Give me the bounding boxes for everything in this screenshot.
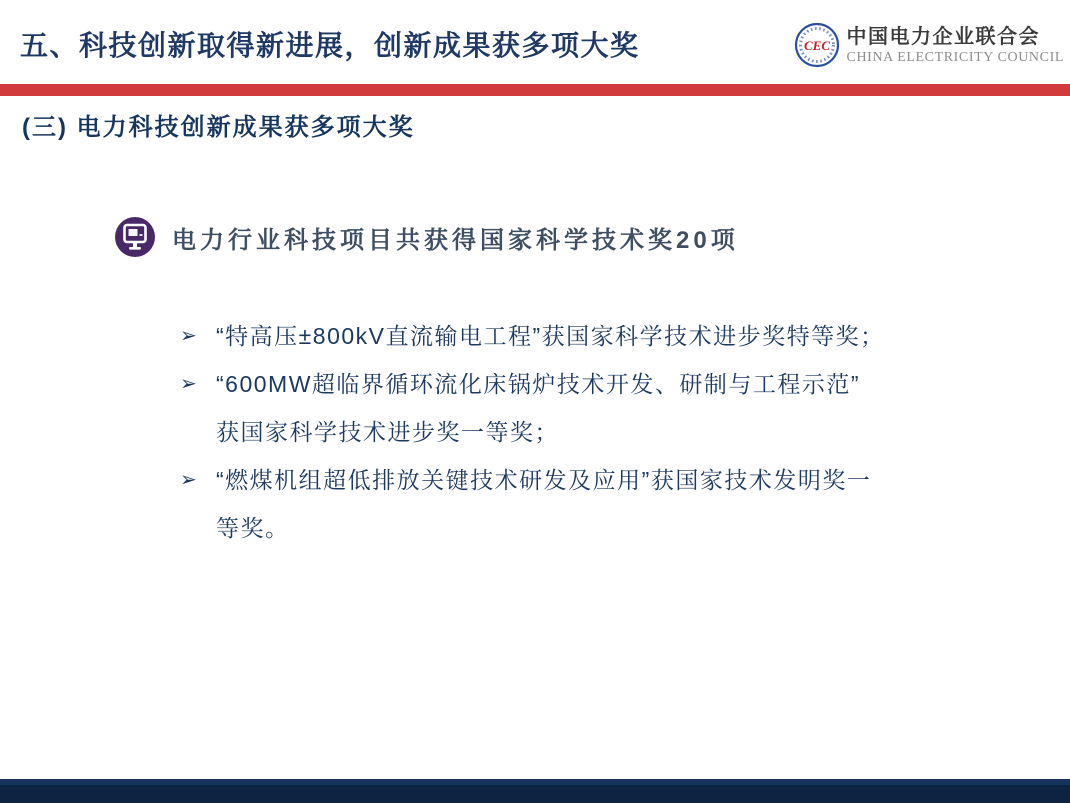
bullet-text xyxy=(216,312,1010,360)
arrow-bullet-icon: ➢ xyxy=(180,469,197,491)
arrow-bullet-icon: ➢ xyxy=(180,325,197,347)
list-item xyxy=(180,456,1010,552)
computer-monitor-glyph xyxy=(115,217,155,257)
bullet-text-line: “燃煤机组超低排放关键技术研发及应用”获国家技术发明奖一 xyxy=(216,467,872,493)
bullet-text-line: “600MW超临界循环流化床锅炉技术开发、研制与工程示范” xyxy=(216,371,861,397)
red-divider-bar xyxy=(0,84,1070,96)
org-name-cn: 中国电力企业联合会 xyxy=(846,25,1041,48)
org-name-en: CHINA ELECTRICITY COUNCIL xyxy=(846,49,1064,65)
list-item xyxy=(180,312,1010,360)
callout-heading: 电力行业科技项目共获得国家科学技术奖20项 xyxy=(172,226,739,254)
svg-text:CEC: CEC xyxy=(803,38,830,53)
page-title: 五、科技创新取得新进展，创新成果获多项大奖 xyxy=(20,30,640,61)
bullet-list xyxy=(180,312,1010,552)
cec-emblem-icon xyxy=(794,22,840,68)
computer-monitor-icon xyxy=(115,217,155,257)
arrow-bullet-icon: ➢ xyxy=(180,373,197,395)
callout xyxy=(115,217,739,257)
footer-bar xyxy=(0,779,1070,803)
org-logo-text xyxy=(847,25,1064,66)
list-item xyxy=(180,360,1010,456)
section-heading: (三) 电力科技创新成果获多项大奖 xyxy=(22,114,415,141)
bullet-text xyxy=(216,360,1010,456)
bullet-text-line: 等奖。 xyxy=(216,515,290,541)
bullet-text-line: 获国家科学技术进步奖一等奖； xyxy=(216,419,559,445)
bullet-text xyxy=(216,456,1010,552)
org-logo xyxy=(794,22,1064,68)
bullet-text-line: “特高压±800kV直流输电工程”获国家科学技术进步奖特等奖； xyxy=(216,323,885,349)
